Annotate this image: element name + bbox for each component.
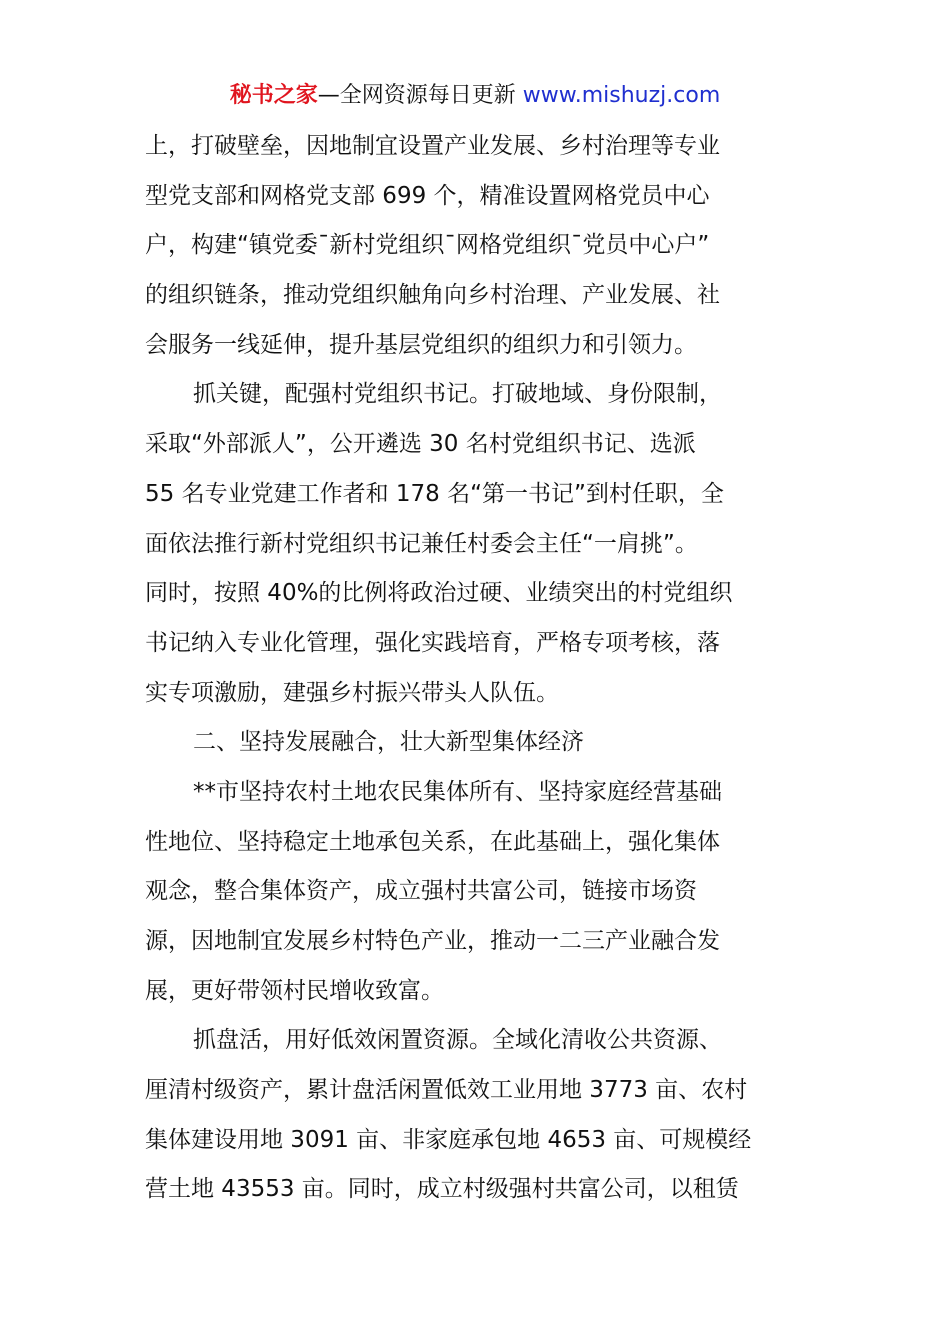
- site-url-link[interactable]: www.mishuzj.com: [522, 83, 721, 108]
- text-line: 型党支部和网格党支部 699 个，精准设置网格党员中心: [145, 182, 710, 209]
- document-body: [145, 122, 815, 1215]
- text-line: 面依法推行新村党组织书记兼任村委会主任“一肩挑”。: [145, 530, 698, 557]
- text-line: 性地位、坚持稳定土地承包关系，在此基础上，强化集体: [145, 828, 720, 855]
- site-brand: 秘书之家: [229, 83, 318, 108]
- text-line: 实专项激励，建强乡村振兴带头人队伍。: [145, 679, 559, 706]
- text-line: 展，更好带领村民增收致富。: [145, 977, 444, 1004]
- text-line: 源，因地制宜发展乡村特色产业，推动一二三产业融合发: [145, 928, 720, 954]
- site-tagline: —全网资源每日更新: [317, 83, 516, 108]
- text-line: 采取“外部派人”，公开遴选 30 名村党组织书记、选派: [145, 431, 696, 458]
- page-header: [0, 80, 950, 112]
- text-line: 厘清村级资产，累计盘活闲置低效工业用地 3773 亩、农村: [145, 1077, 748, 1104]
- text-line: 书记纳入专业化管理，强化实践培育，严格专项考核，落: [145, 629, 720, 656]
- text-line: 营土地 43553 亩。同时，成立村级强村共富公司，以租赁: [145, 1176, 739, 1203]
- text-line: **市坚持农村土地农民集体所有、坚持家庭经营基础: [193, 778, 722, 805]
- text-line: 的组织链条，推动党组织触角向乡村治理、产业发展、社: [145, 282, 720, 309]
- text-line: 观念，整合集体资产，成立强村共富公司，链接市场资: [145, 878, 697, 905]
- text-line: 户，构建“镇党委¯新村党组织¯网格党组织¯党员中心户”: [145, 232, 710, 259]
- text-line: 抓关键，配强村党组织书记。打破地域、身份限制，: [193, 381, 722, 408]
- text-line: 55 名专业党建工作者和 178 名“第一书记”到村任职，全: [145, 480, 724, 507]
- text-line: 集体建设用地 3091 亩、非家庭承包地 4653 亩、可规模经: [145, 1126, 752, 1153]
- text-line: 同时，按照 40%的比例将政治过硬、业绩突出的村党组织: [145, 580, 733, 607]
- text-line: 上，打破壁垒，因地制宜设置产业发展、乡村治理等专业: [145, 133, 720, 159]
- text-line: 抓盘活，用好低效闲置资源。全域化清收公共资源、: [193, 1027, 722, 1054]
- text-line: 二、坚持发展融合，壮大新型集体经济: [193, 729, 584, 756]
- text-line: 会服务一线延伸，提升基层党组织的组织力和引领力。: [145, 331, 697, 358]
